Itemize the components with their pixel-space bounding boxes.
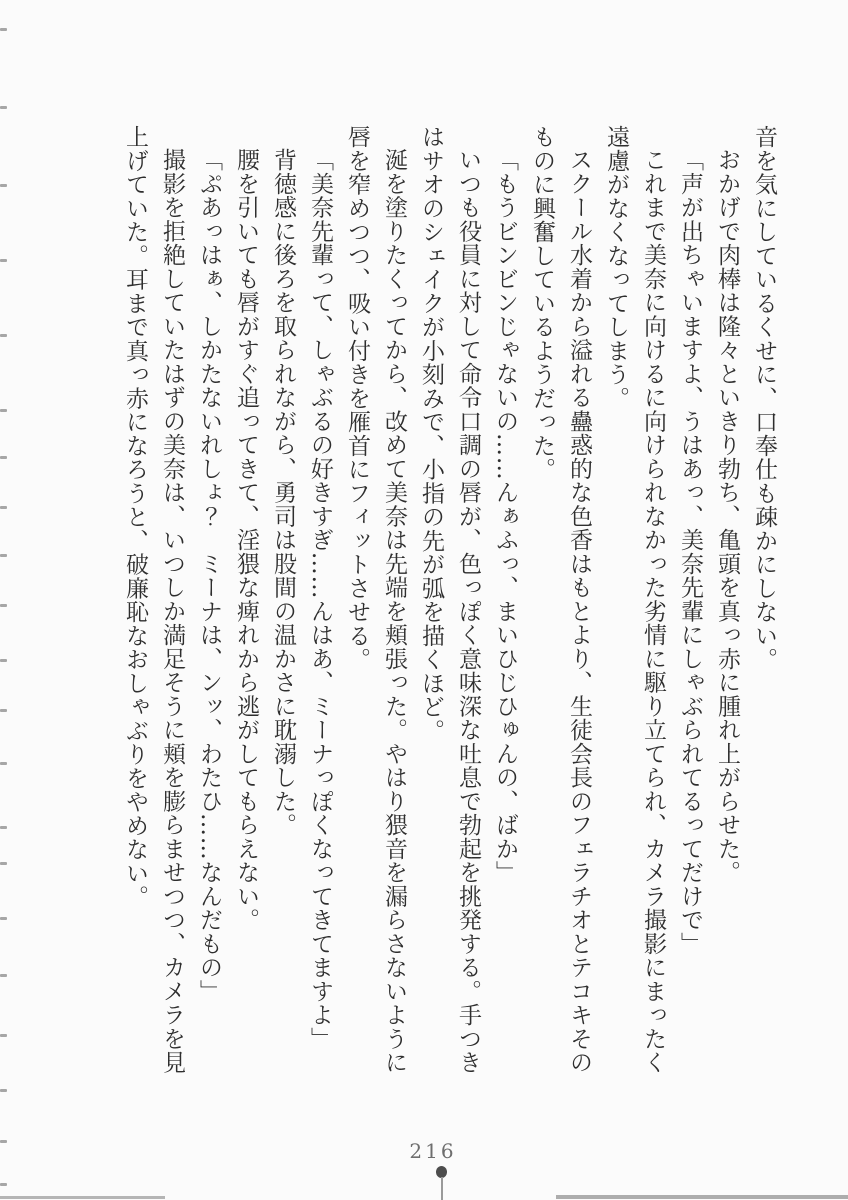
paragraph: 音を気にしているくせに、口奉仕も疎かにしない。	[751, 125, 777, 672]
edge-scan-dash	[0, 709, 7, 712]
paragraph: スクール水着から溢れる蠱惑的な色香はもとより、生徒会長のフェラチオとテコキそのものに興奮しているようだった。	[529, 125, 592, 1075]
edge-scan-dash	[0, 554, 7, 557]
paragraph: おかげで肉棒は隆々といきり勃ち、亀頭を真っ赤に腫れ上がらせた。	[714, 148, 740, 885]
paragraph: 「声が出ちゃいますよ、うはあっ、美奈先輩にしゃぶられてるってだけで」	[677, 148, 703, 956]
edge-scan-dash	[0, 456, 7, 459]
edge-scan-dash	[0, 106, 7, 109]
edge-scan-dash	[0, 259, 7, 262]
paragraph: これまで美奈に向けるに向けられなかった劣情に駆り立てられ、カメラ撮影にまったく遠慮がなくなってしまう。	[603, 125, 666, 1075]
edge-scan-dash	[0, 1034, 7, 1037]
edge-scan-dash	[0, 826, 7, 829]
paragraph: いつも役員に対して命令口調の唇が、色っぽく意味深な吐息で勃起を挑発する。手つきはサオのシェイクが小刻みで、小指の先が弧を描くほど。	[418, 125, 481, 1075]
paragraph: 「美奈先輩って、しゃぶるの好きすぎ……んはあ、ミーナっぽくなってきてますよ」	[307, 148, 333, 1051]
edge-scan-dash	[0, 762, 7, 765]
paragraph: 背徳感に後ろを取られながら、勇司は股間の温かさに耽溺した。	[270, 148, 296, 837]
edge-scan-dash	[0, 862, 7, 865]
paragraph: 「ぷあっはぁ、しかたないれしょ？ ミーナは、ンッ、わたひ……なんだもの」	[196, 148, 222, 1003]
edge-scan-dash	[0, 1089, 7, 1092]
bottom-scan-line-left	[0, 1196, 165, 1199]
edge-scan-dash	[0, 409, 7, 412]
paragraph: 「もうビンビンじゃないの……んぁふっ、まいひじひゅんの、ばか」	[492, 148, 518, 885]
paragraph: 涎を塗りたくってから、改めて美奈は先端を頬張った。やはり猥音を漏らさないように唇を窄めつつ、吸い付きを雁首にフィットさせる。	[344, 125, 407, 1075]
edge-scan-dash	[0, 917, 7, 920]
edge-scan-dash	[0, 1183, 7, 1186]
paragraph: 撮影を拒絶していたはずの美奈は、いつしか満足そうに頬を膨らませつつ、カメラを見上げていた。耳まで真っ赤になろうと、破廉恥なおしゃぶりをやめない。	[122, 125, 185, 1075]
edge-scan-dash	[0, 604, 7, 607]
edge-scan-dash	[0, 1140, 7, 1143]
edge-scan-dash	[0, 334, 7, 337]
body-text	[115, 125, 782, 1077]
edge-scan-dash	[0, 506, 7, 509]
page-ornament-stem	[441, 1177, 443, 1200]
page-number: 216	[409, 1139, 457, 1163]
edge-scan-dash	[0, 184, 7, 187]
edge-scan-dash	[0, 659, 7, 662]
edge-scan-dash	[0, 28, 7, 31]
edge-scan-dash	[0, 974, 7, 977]
bottom-scan-line-right	[556, 1195, 848, 1199]
paragraph: 腰を引いても唇がすぐ追ってきて、淫猥な痺れから逃がしてもらえない。	[233, 148, 259, 932]
